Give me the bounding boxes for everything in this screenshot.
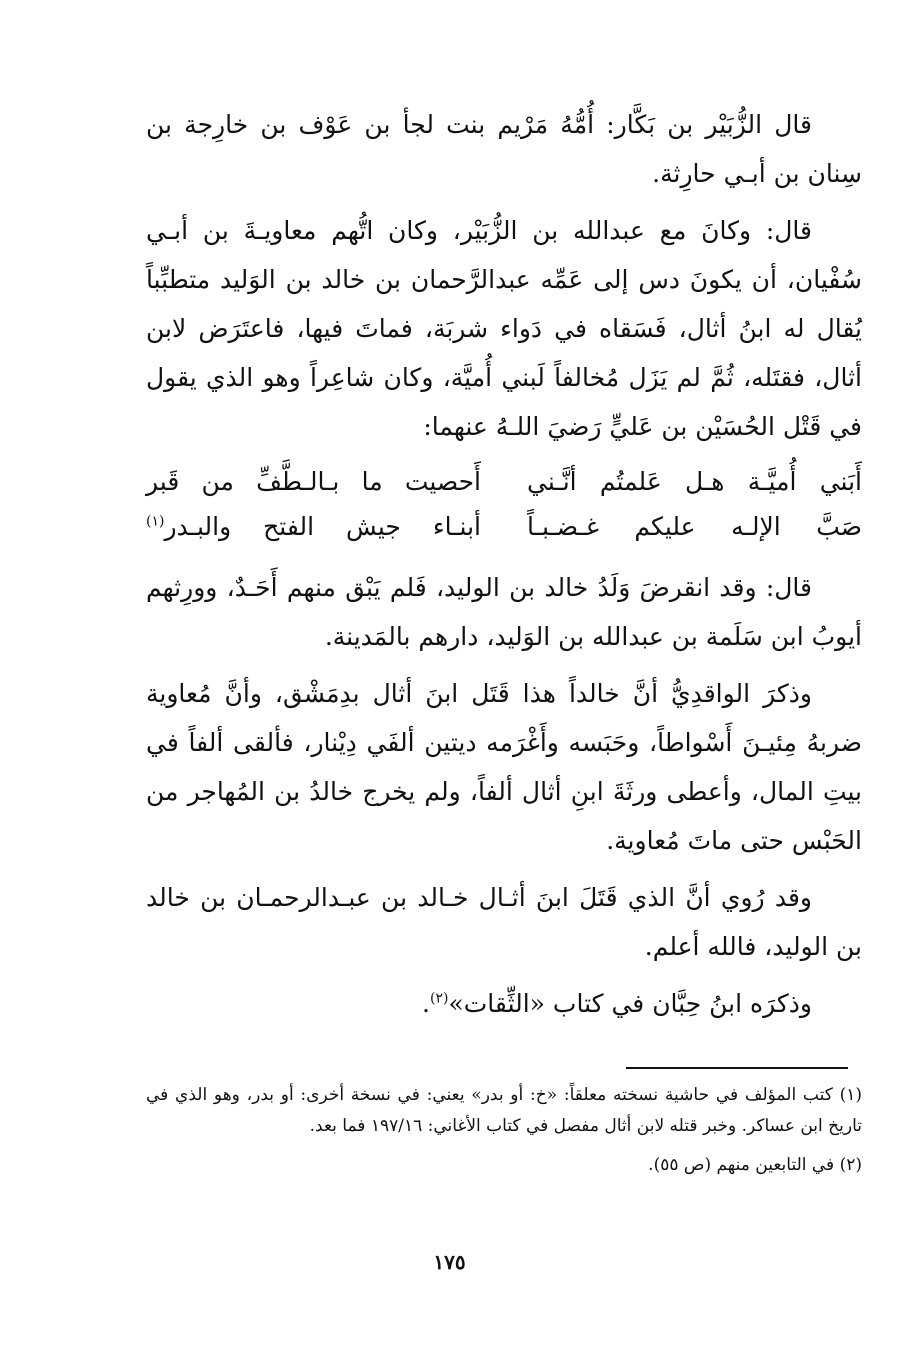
- paragraph-descendants: قال: وقد انقرضَ وَلَدُ خالد بن الوليد، فَلم يَبْق منهم أَحَـدٌ، وورِثهم أيوبُ ابن سَلَمة بن عبدالله بن الوَليد، دارهم بالمَدينة.: [146, 573, 862, 651]
- paragraph-lineage: قال الزُّبَيْر بن بَكَّار: أُمُّهُ مَرْيم بنت لجأ بن عَوْف بن خارِجة بن سِنان بن أبـي حارِثة.: [146, 110, 862, 188]
- poem-line: [146, 504, 862, 549]
- poem-hemistich-first: صَبَّ الإلـه عليكم غـضـبـاً: [527, 512, 862, 541]
- sentence-end: .: [422, 989, 430, 1018]
- paragraph-poisoning: قال: وكانَ مع عبدالله بن الزُّبَيْر، وكان اتُّهم معاويـةَ بن أبـي سُفْيان، أن يكونَ دس إلى عَمِّه عبدالرَّحمان بن خالد بن الوَليد متطبِّباً يُقال له ابنُ أثال، فَسَقاه في دَواء شربَة، فماتَ فيها، فاعتَرَض لابن أثال، فقتَله، ثُمَّ لم يَزَل مُخالفاً لَبني أُميَّة، وكان شاعِراً وهو الذي يقول في قَتْل الحُسَيْن بن عَليٍّ رَضيَ اللـهُ عنهما:: [146, 216, 862, 441]
- footnote-marker: (١): [146, 513, 165, 530]
- paragraph-waqidi: وذكرَ الواقدِيُّ أنَّ خالداً هذا قَتَل ابنَ أثال بدِمَشْق، وأنَّ مُعاوية ضربهُ مِئيـنَ أَسْواطاً، وحَبَسه وأَغْرَمه ديتين ألفَي دِيْنار، فألقى ألفاً في بيتِ المال، وأعطى ورثَةَ ابنِ أثال ألفاً، ولم يخرج خالدُ بن المُهاجر من الحَبْس حتى ماتَ مُعاوية.: [146, 679, 862, 855]
- paragraph-ibn-hibban-text: وذكرَه ابنُ حِبَّان في كتاب «الثِّقات»: [448, 989, 812, 1018]
- poem: [146, 459, 862, 549]
- poem-hemistich-second: أَحصيت ما بـالـطَّفِّ من قَبر: [146, 467, 481, 496]
- page-number: ١٧٥: [433, 1250, 466, 1274]
- poem-hemistich-second: [146, 504, 481, 549]
- main-text: [146, 100, 862, 1036]
- paragraph-narration: وقد رُوي أنَّ الذي قَتَلَ ابنَ أثـال خـالد بن عبـدالرحمـان بن خالد بن الوليد، فالله أعلم.: [146, 883, 862, 961]
- footnote-2: (٢) في التابعين منهم (ص ٥٥).: [648, 1155, 862, 1175]
- poem-hemistich-first: أَبَني أُميَّـة هـل عَلمتُم أنَّـني: [527, 467, 862, 496]
- paragraph-ibn-hibban: [146, 979, 862, 1028]
- footnote-marker: (٢): [430, 990, 449, 1007]
- poem-hemistich-text: أبنـاء جيش الفتح والبـدر: [164, 512, 481, 541]
- footnotes: [146, 1080, 862, 1189]
- footnote-1: (١) كتب المؤلف في حاشية نسخته معلقاً: «خ: أو بدر» يعني: في نسخة أخرى: أو بدر، وهو الذي في تاريخ ابن عساكر. وخبر قتله لابن أثال مفصل في كتاب الأغاني: ١٩٧/١٦ فما بعد.: [146, 1085, 862, 1136]
- footnote-divider: [626, 1067, 848, 1069]
- poem-line: [146, 459, 862, 504]
